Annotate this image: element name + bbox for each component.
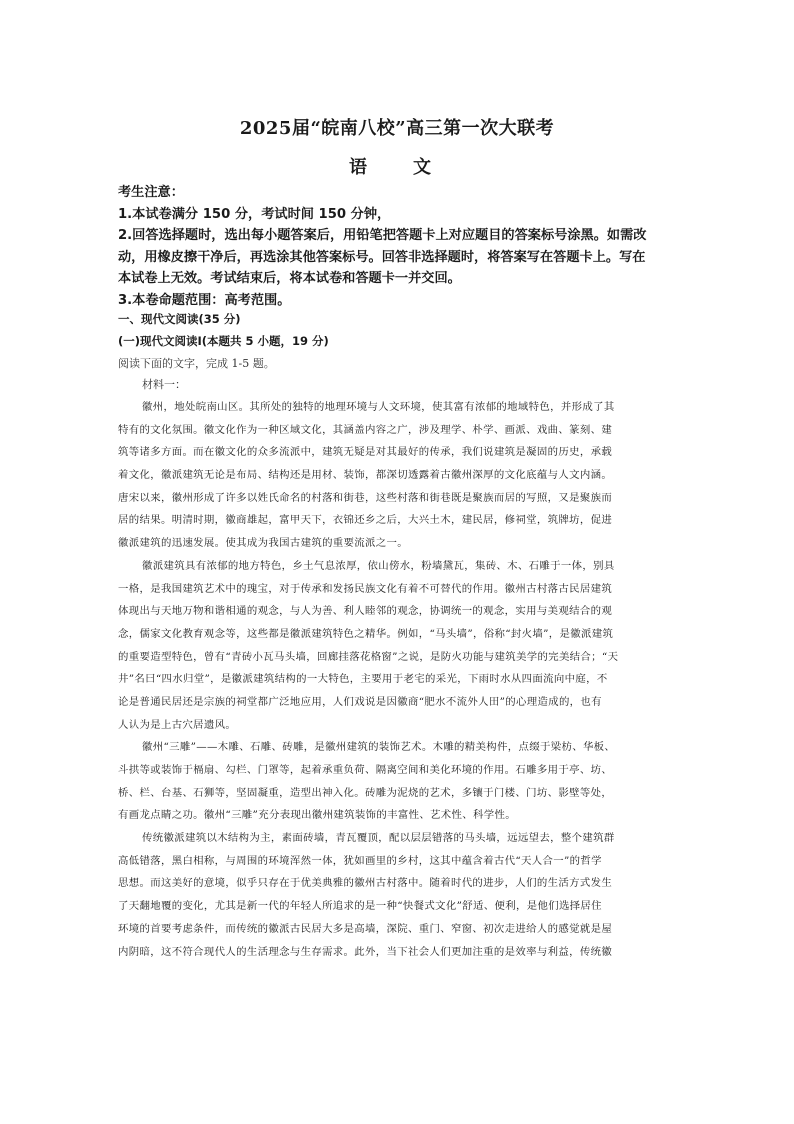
passage-line: 徽派建筑具有浓郁的地方特色，乡土气息浓厚，依山傍水，粉墙黛瓦，集砖、木、石雕于一体，别具 — [142, 559, 615, 572]
notice-line: 1.本试卷满分 150 分，考试时间 150 分钟， — [118, 206, 391, 222]
passage-line: 特有的文化氛围。徽文化作为一种区域文化，其涵盖内容之广，涉及理学、朴学、画派、戏曲、篆刻、建 — [118, 423, 613, 436]
passage-line: 内阴暗，这不符合现代人的生活理念与生存需求。此外，当下社会人们更加注重的是效率与利益，传统徽 — [118, 945, 613, 958]
sub-section-title: (一)现代文阅读Ⅰ(本题共 5 小题，19 分) — [118, 334, 329, 348]
exam-title: 2025届“皖南八校”高三第一次大联考 — [239, 118, 555, 139]
passage-line: 徽州，地处皖南山区。其所处的独特的地理环境与人文环境，使其富有浓郁的地域特色，并形成了其 — [142, 401, 615, 413]
passage-line: 筑等诸多方面。而在徽文化的众多流派中，建筑无疑是对其最好的传承，我们说建筑是凝固的历史，承载 — [118, 446, 613, 459]
part-title: 一、现代文阅读(35 分) — [118, 312, 241, 326]
passage-line: 的重要造型特色，曾有“青砖小瓦马头墙，回廊挂落花格窗”之说，是防火功能与建筑美学的完美结合；“天 — [118, 650, 619, 663]
passage-line: 一格，是我国建筑艺术中的瑰宝，对于传承和发扬民族文化有着不可替代的作用。徽州古村落古民居建筑 — [118, 582, 613, 595]
reading-instruction: 阅读下面的文字，完成 1-5 题。 — [118, 357, 275, 370]
passage-line: 徽派建筑的迅速发展。使其成为我国古建筑的重要流派之一。 — [118, 537, 408, 550]
notice-line: 3.本卷命题范围：高考范围。 — [118, 292, 291, 308]
passage-line: 环境的首要考虑条件，而传统的徽派古民居大多是高墙，深院、重门、窄窗、初次走进给人的感觉就是屋 — [118, 922, 613, 935]
passage-line: 着文化，徽派建筑无论是布局、结构还是用材、装饰，都深切透露着古徽州深厚的文化底蕴与人文内涵。 — [118, 469, 613, 482]
passage-line: 居的结果。明清时期，徽商雄起，富甲天下，衣锦还乡之后，大兴土木，建民居，修祠堂，筑牌坊，促进 — [118, 514, 613, 527]
passage-line: 桥、栏、台基、石狮等，坚固凝重，造型出神入化。砖雕为泥烧的艺术，多镶于门楼、门坊、影壁等处， — [118, 786, 613, 799]
passage-line: 有画龙点睛之功。徽州“三雕”充分表现出徽州建筑装饰的丰富性、艺术性、科学性。 — [118, 809, 516, 822]
subject-title: 语 文 — [349, 157, 445, 178]
passage-line: 井”名曰“四水归堂”，是徽派建筑结构的一大特色，主要用于老宅的采光，下雨时水从四面流向中庭，不 — [118, 673, 608, 686]
passage-line: 高低错落，黑白相称，与周围的环境浑然一体，犹如画里的乡村，这其中蕴含着古代“天人合一”的哲学 — [118, 854, 602, 867]
passage-line: 体现出与天地万物和谐相通的观念，与人为善、利人睦邻的观念，协调统一的观念，实用与美观结合的观 — [118, 605, 613, 618]
passage-line: 传统徽派建筑以木结构为主，素面砖墙，青瓦覆顶，配以层层错落的马头墙，远远望去，整个建筑群 — [142, 832, 615, 845]
passage-line: 思想。而这美好的意境，似乎只存在于优美典雅的徽州古村落中。随着时代的进步，人们的生活方式发生 — [118, 877, 613, 890]
candidate-notice — [118, 182, 678, 312]
notice-line: 本试卷上无效。考试结束后，将本试卷和答题卡一并交回。 — [118, 271, 461, 287]
passage-line: 唐宋以来，徽州形成了许多以姓氏命名的村落和街巷，这些村落和街巷既是聚族而居的写照，又是聚族而 — [118, 491, 613, 504]
notice-heading: 考生注意： — [118, 185, 184, 200]
material-label: 材料一： — [142, 378, 186, 391]
passage-line: 人认为是上古穴居遗风。 — [118, 718, 237, 731]
notice-line: 动，用橡皮擦干净后，再选涂其他答案标号。回答非选择题时，将答案写在答题卡上。写在 — [118, 249, 646, 265]
passage-line: 斗拱等或装饰于槅扇、勾栏、门罩等，起着承重负荷、隔离空间和美化环境的作用。石雕多用于亭、坊、 — [118, 764, 613, 776]
reading-passage — [118, 396, 680, 963]
passage-line: 了天翻地覆的变化，尤其是新一代的年轻人所追求的是一种“快餐式文化”舒适、便利，是他们选择居住 — [118, 900, 602, 913]
notice-line: 2.回答选择题时，选出每小题答案后，用铅笔把答题卡上对应题目的答案标号涂黑。如需改 — [118, 228, 647, 244]
passage-line: 念，儒家文化教育观念等，这些都是徽派建筑特色之精华。例如，“马头墙”，俗称“封火墙”，是徽派建筑 — [118, 627, 614, 640]
passage-line: 徽州“三雕”——木雕、石雕、砖雕，是徽州建筑的装饰艺术。木雕的精美构件，点缀于梁枋、华板、 — [142, 741, 616, 754]
passage-line: 论是普通民居还是宗族的祠堂都广泛地应用，人们戏说是因徽商“肥水不流外人田”的心理造成的，也有 — [118, 695, 602, 708]
